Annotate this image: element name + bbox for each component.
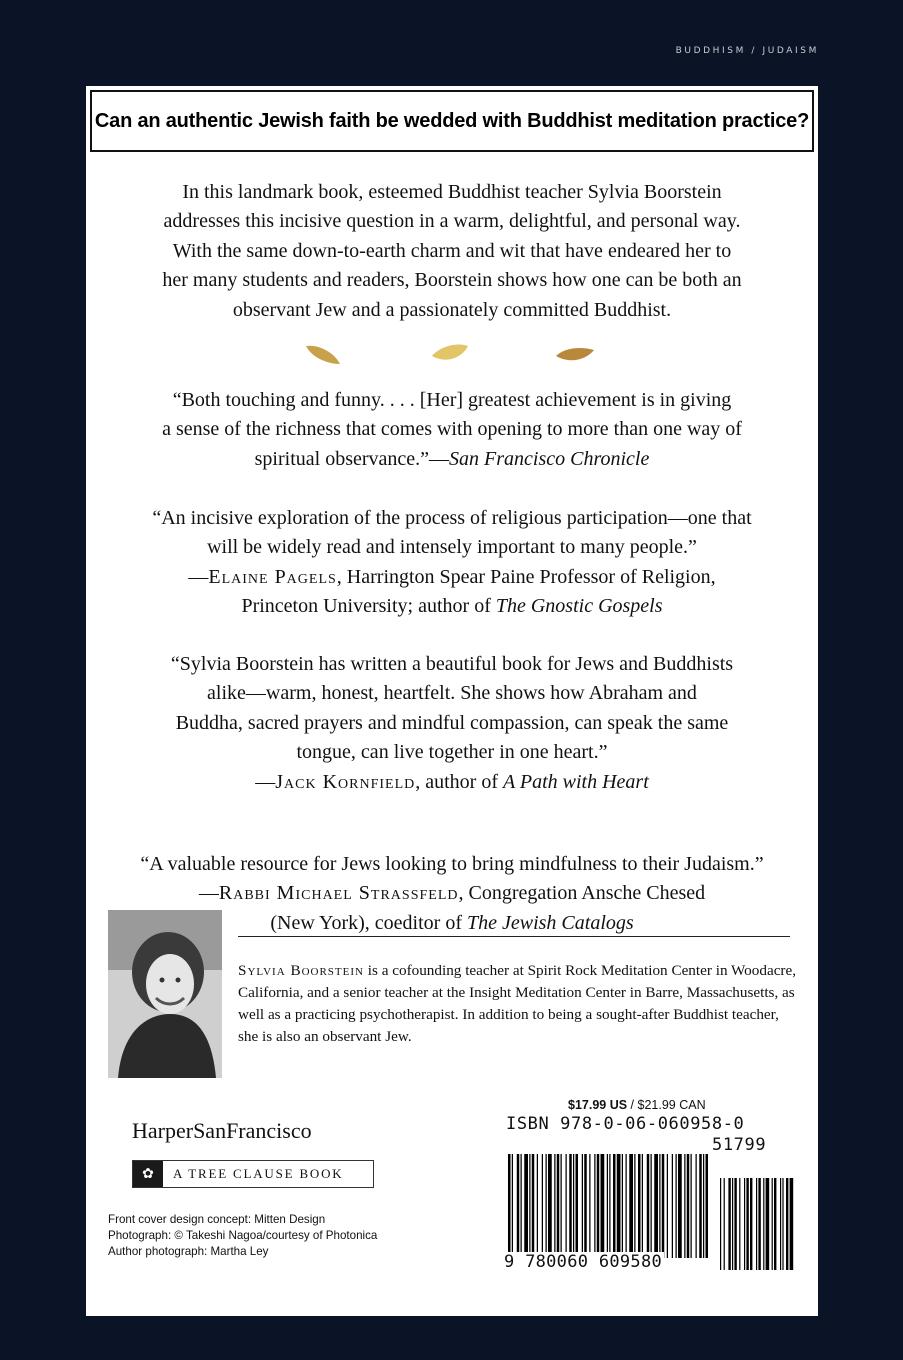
- description-line: observant Jew and a passionately committed Buddhist.: [232, 298, 672, 321]
- review-quote: [86, 650, 818, 797]
- barcode-bar: [696, 1154, 697, 1258]
- price-can: / $21.99 CAN: [627, 1098, 706, 1112]
- barcode-addon-bar: [763, 1178, 764, 1270]
- quote-line: “An incisive exploration of the process of religious participation—one that: [152, 507, 752, 529]
- barcode-bar: [647, 1154, 650, 1258]
- barcode-bar: [542, 1154, 543, 1258]
- barcode-addon-bar: [744, 1178, 745, 1270]
- barcode-bar: [703, 1154, 704, 1258]
- barcode-addon-bar: [786, 1178, 788, 1270]
- price-label: [568, 1098, 706, 1112]
- barcode-bar: [508, 1154, 511, 1258]
- barcode-addon-bar: [782, 1178, 783, 1270]
- quote-line: [86, 445, 818, 474]
- barcode-bar: [582, 1154, 583, 1258]
- barcode-bar: [521, 1154, 522, 1258]
- attribution-name: Rabbi Michael Strassfeld: [218, 882, 459, 905]
- barcode-bar: [678, 1154, 682, 1258]
- attribution-title: (New York), coeditor of: [270, 911, 467, 934]
- barcode-bar: [654, 1154, 658, 1258]
- price-addon-code: 51799: [712, 1135, 767, 1155]
- attribution-name: Jack Kornfield: [275, 770, 416, 793]
- barcode-bar: [589, 1154, 590, 1258]
- barcode-bar: [554, 1154, 555, 1258]
- barcode-bar: [573, 1154, 574, 1258]
- attribution-title: , Congregation Ansche Chesed: [458, 882, 706, 905]
- headline-box: [90, 90, 814, 152]
- description-line: addresses this incisive question in a warm, delightful, and personal way.: [163, 210, 741, 233]
- barcode-bar: [651, 1154, 652, 1258]
- author-name: Sylvia Boorstein: [238, 962, 364, 979]
- barcode-bar: [512, 1154, 513, 1258]
- barcode-bar: [576, 1154, 579, 1258]
- barcode-bar: [548, 1154, 552, 1258]
- tree-clause-badge: [132, 1160, 374, 1188]
- category-label: BUDDHISM / JUDAISM: [675, 46, 819, 56]
- author-portrait-icon: [108, 910, 222, 1078]
- attribution-book: A Path with Heart: [503, 770, 649, 793]
- publisher-name: HarperSanFrancisco: [132, 1118, 312, 1143]
- quote-text: spiritual observance.”—: [254, 447, 450, 470]
- barcode-addon-bar: [772, 1178, 773, 1270]
- description-line: In this landmark book, esteemed Buddhist teacher Sylvia Boorstein: [182, 181, 722, 203]
- quote-line: will be widely read and intensely important to many people.”: [207, 536, 697, 559]
- quote-attribution: [86, 563, 818, 592]
- barcode-addon-bar: [739, 1178, 740, 1270]
- headline: Can an authentic Jewish faith be wedded with Buddhist meditation practice?: [94, 109, 810, 132]
- barcode-addon-bar: [774, 1178, 776, 1270]
- barcode-addon-bar: [728, 1178, 730, 1270]
- author-bio: [238, 960, 798, 1048]
- attribution-name: Elaine Pagels: [208, 565, 337, 588]
- barcode-bar: [687, 1154, 690, 1258]
- attribution-title: , Harrington Spear Paine Professor of Religion,: [336, 565, 716, 588]
- quote-line: tongue, can live together in one heart.”: [296, 741, 608, 764]
- barcode-bar: [691, 1154, 692, 1258]
- quote-line: alike—warm, honest, heartfelt. She shows how Abraham and: [207, 682, 697, 705]
- barcode-bar: [537, 1154, 538, 1258]
- barcode-bar: [667, 1154, 668, 1258]
- barcode-bar: [532, 1154, 535, 1258]
- tree-logo-icon: ✿: [133, 1161, 163, 1187]
- credit-line: Author photograph: Martha Ley: [108, 1245, 269, 1258]
- barcode-bar: [638, 1154, 641, 1258]
- barcode-number: 9 780060 609580: [504, 1252, 663, 1272]
- barcode-bar: [684, 1154, 685, 1258]
- barcode-bar: [557, 1154, 560, 1258]
- barcode-bar: [529, 1154, 530, 1258]
- barcode-addon-bar: [724, 1178, 725, 1270]
- author-photo: [108, 910, 222, 1078]
- barcode-bar: [613, 1154, 616, 1258]
- attribution-book: The Gnostic Gospels: [495, 595, 663, 618]
- barcode-bar: [662, 1154, 665, 1258]
- description-line: her many students and readers, Boorstein shows how one can be both an: [162, 269, 742, 292]
- barcode-bar: [561, 1154, 562, 1258]
- barcode-bar: [676, 1154, 677, 1258]
- barcode-bar: [706, 1154, 709, 1258]
- quote-line: “Sylvia Boorstein has written a beautiful book for Jews and Buddhists: [170, 653, 734, 675]
- credit-line: Photograph: © Takeshi Nagoa/courtesy of Photonica: [108, 1229, 378, 1242]
- barcode-addon-bar: [756, 1178, 757, 1270]
- barcode-bar: [607, 1154, 608, 1258]
- barcode-addon-bar: [746, 1178, 748, 1270]
- bio-divider: [238, 936, 790, 937]
- attribution-title: Princeton University; author of: [241, 595, 496, 618]
- barcode-bar: [566, 1154, 567, 1258]
- quote-attribution: [86, 879, 818, 908]
- review-quote: [86, 386, 818, 474]
- barcode-bar: [584, 1154, 587, 1258]
- barcode-bar: [622, 1154, 623, 1258]
- leaf-icon: [432, 344, 468, 359]
- barcode-bar: [524, 1154, 528, 1258]
- barcode-bar: [699, 1154, 702, 1258]
- barcode-bar: [634, 1154, 635, 1258]
- barcode-addon-bar: [758, 1178, 760, 1270]
- back-cover-panel: [86, 86, 818, 1316]
- leaf-icon: [556, 348, 594, 360]
- barcode-bar: [659, 1154, 660, 1258]
- review-quote: [86, 504, 818, 622]
- credit-line: Front cover design concept: Mitten Design: [108, 1213, 326, 1226]
- barcode-addon-bar: [732, 1178, 733, 1270]
- bio-text: is a cofounding teacher at Spirit Rock Meditation Center in Woodacre, California, and a senior teacher at the Insight Meditation Center in Barre, Massachusetts, as well as a practicing psychotherapist. In addition to being a sought-after Buddhist teacher, she is also an observant Jew.: [238, 962, 797, 1045]
- barcode-addon-bar: [720, 1178, 721, 1270]
- price-us: $17.99 US: [568, 1098, 628, 1112]
- barcode-bar: [517, 1154, 520, 1258]
- barcode-addon-bar: [790, 1178, 794, 1270]
- attribution-dash: —: [198, 882, 219, 905]
- design-credits: [108, 1212, 377, 1260]
- attribution-book: The Jewish Catalogs: [466, 911, 634, 934]
- quote-line: a sense of the richness that comes with opening to more than one way of: [162, 418, 742, 441]
- attribution-title: , author of: [415, 770, 504, 793]
- barcode-addon-bar: [780, 1178, 781, 1270]
- barcode-bar: [672, 1154, 673, 1258]
- barcode-bar: [626, 1154, 627, 1258]
- quote-attribution: [86, 768, 818, 797]
- attribution-dash: —: [188, 565, 209, 588]
- barcode-bar: [569, 1154, 572, 1258]
- barcode-bar: [594, 1154, 595, 1258]
- isbn-text: ISBN 978-0-06-060958-0: [506, 1114, 745, 1134]
- quote-line: Buddha, sacred prayers and mindful compassion, can speak the same: [175, 711, 729, 734]
- description-line: With the same down-to-earth charm and wit that have endeared her to: [172, 239, 732, 262]
- barcode-addon-bar: [766, 1178, 770, 1270]
- tree-clause-text: A TREE CLAUSE BOOK: [173, 1166, 344, 1181]
- quote-attribution: [86, 592, 818, 621]
- barcode-bar: [546, 1154, 547, 1258]
- attribution-dash: —: [255, 770, 276, 793]
- barcode-addon-bar: [734, 1178, 736, 1270]
- barcode-bar: [601, 1154, 605, 1258]
- barcode-bar: [629, 1154, 633, 1258]
- barcode-bar: [597, 1154, 600, 1258]
- barcode-addon-bar: [750, 1178, 752, 1270]
- quote-source: San Francisco Chronicle: [449, 447, 650, 470]
- barcode-bar: [617, 1154, 621, 1258]
- leaf-icon: [306, 346, 340, 364]
- barcode-bar: [609, 1154, 610, 1258]
- quote-line: “A valuable resource for Jews looking to bring mindfulness to their Judaism.”: [140, 853, 764, 875]
- leaf-ornaments: [86, 340, 818, 370]
- quote-line: “Both touching and funny. . . . [Her] greatest achievement is in giving: [172, 389, 732, 411]
- description: [86, 178, 818, 325]
- barcode-bar: [642, 1154, 643, 1258]
